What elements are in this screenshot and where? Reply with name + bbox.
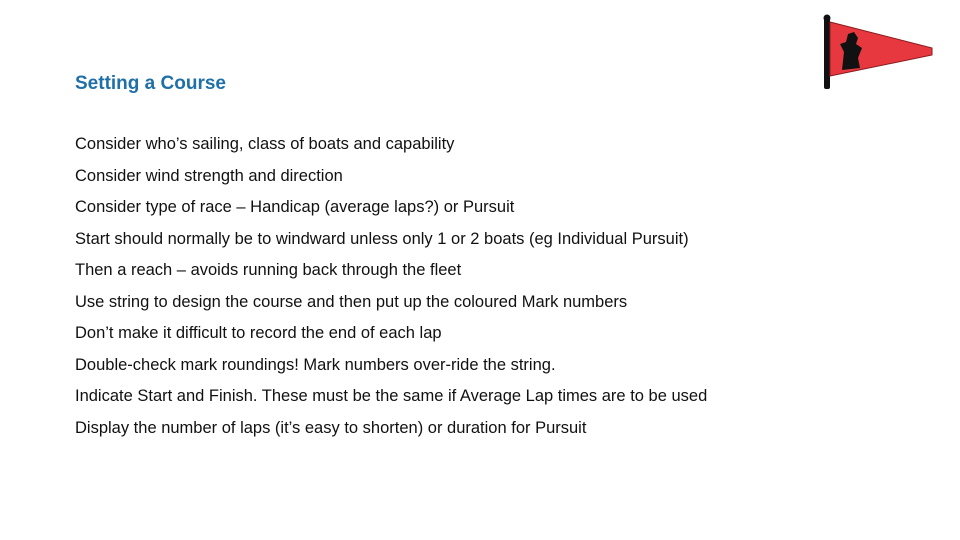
bullet-item: Use string to design the course and then put up the coloured Mark numbers <box>75 292 628 311</box>
bullet-list <box>75 132 707 447</box>
bullet-item: Display the number of laps (it’s easy to shorten) or duration for Pursuit <box>75 418 587 437</box>
flagpole-top <box>824 15 831 22</box>
club-burgee-flag-icon <box>818 14 936 90</box>
flagpole <box>824 17 830 89</box>
bullet-item: Consider type of race – Handicap (average laps?) or Pursuit <box>75 198 515 216</box>
bullet-item: Consider who’s sailing, class of boats and capability <box>75 135 455 153</box>
bullet-item: Double-check mark roundings! Mark numbers over-ride the string. <box>75 355 556 374</box>
slide-title: Setting a Course <box>75 73 226 94</box>
bullet-item: Don’t make it difficult to record the end of each lap <box>75 324 442 342</box>
bullet-item: Start should normally be to windward unless only 1 or 2 boats (eg Individual Pursuit) <box>75 229 689 248</box>
bullet-item: Then a reach – avoids running back through the fleet <box>75 261 462 279</box>
bullet-item: Consider wind strength and direction <box>75 166 343 185</box>
bullet-item: Indicate Start and Finish. These must be the same if Average Lap times are to be used <box>75 387 708 405</box>
